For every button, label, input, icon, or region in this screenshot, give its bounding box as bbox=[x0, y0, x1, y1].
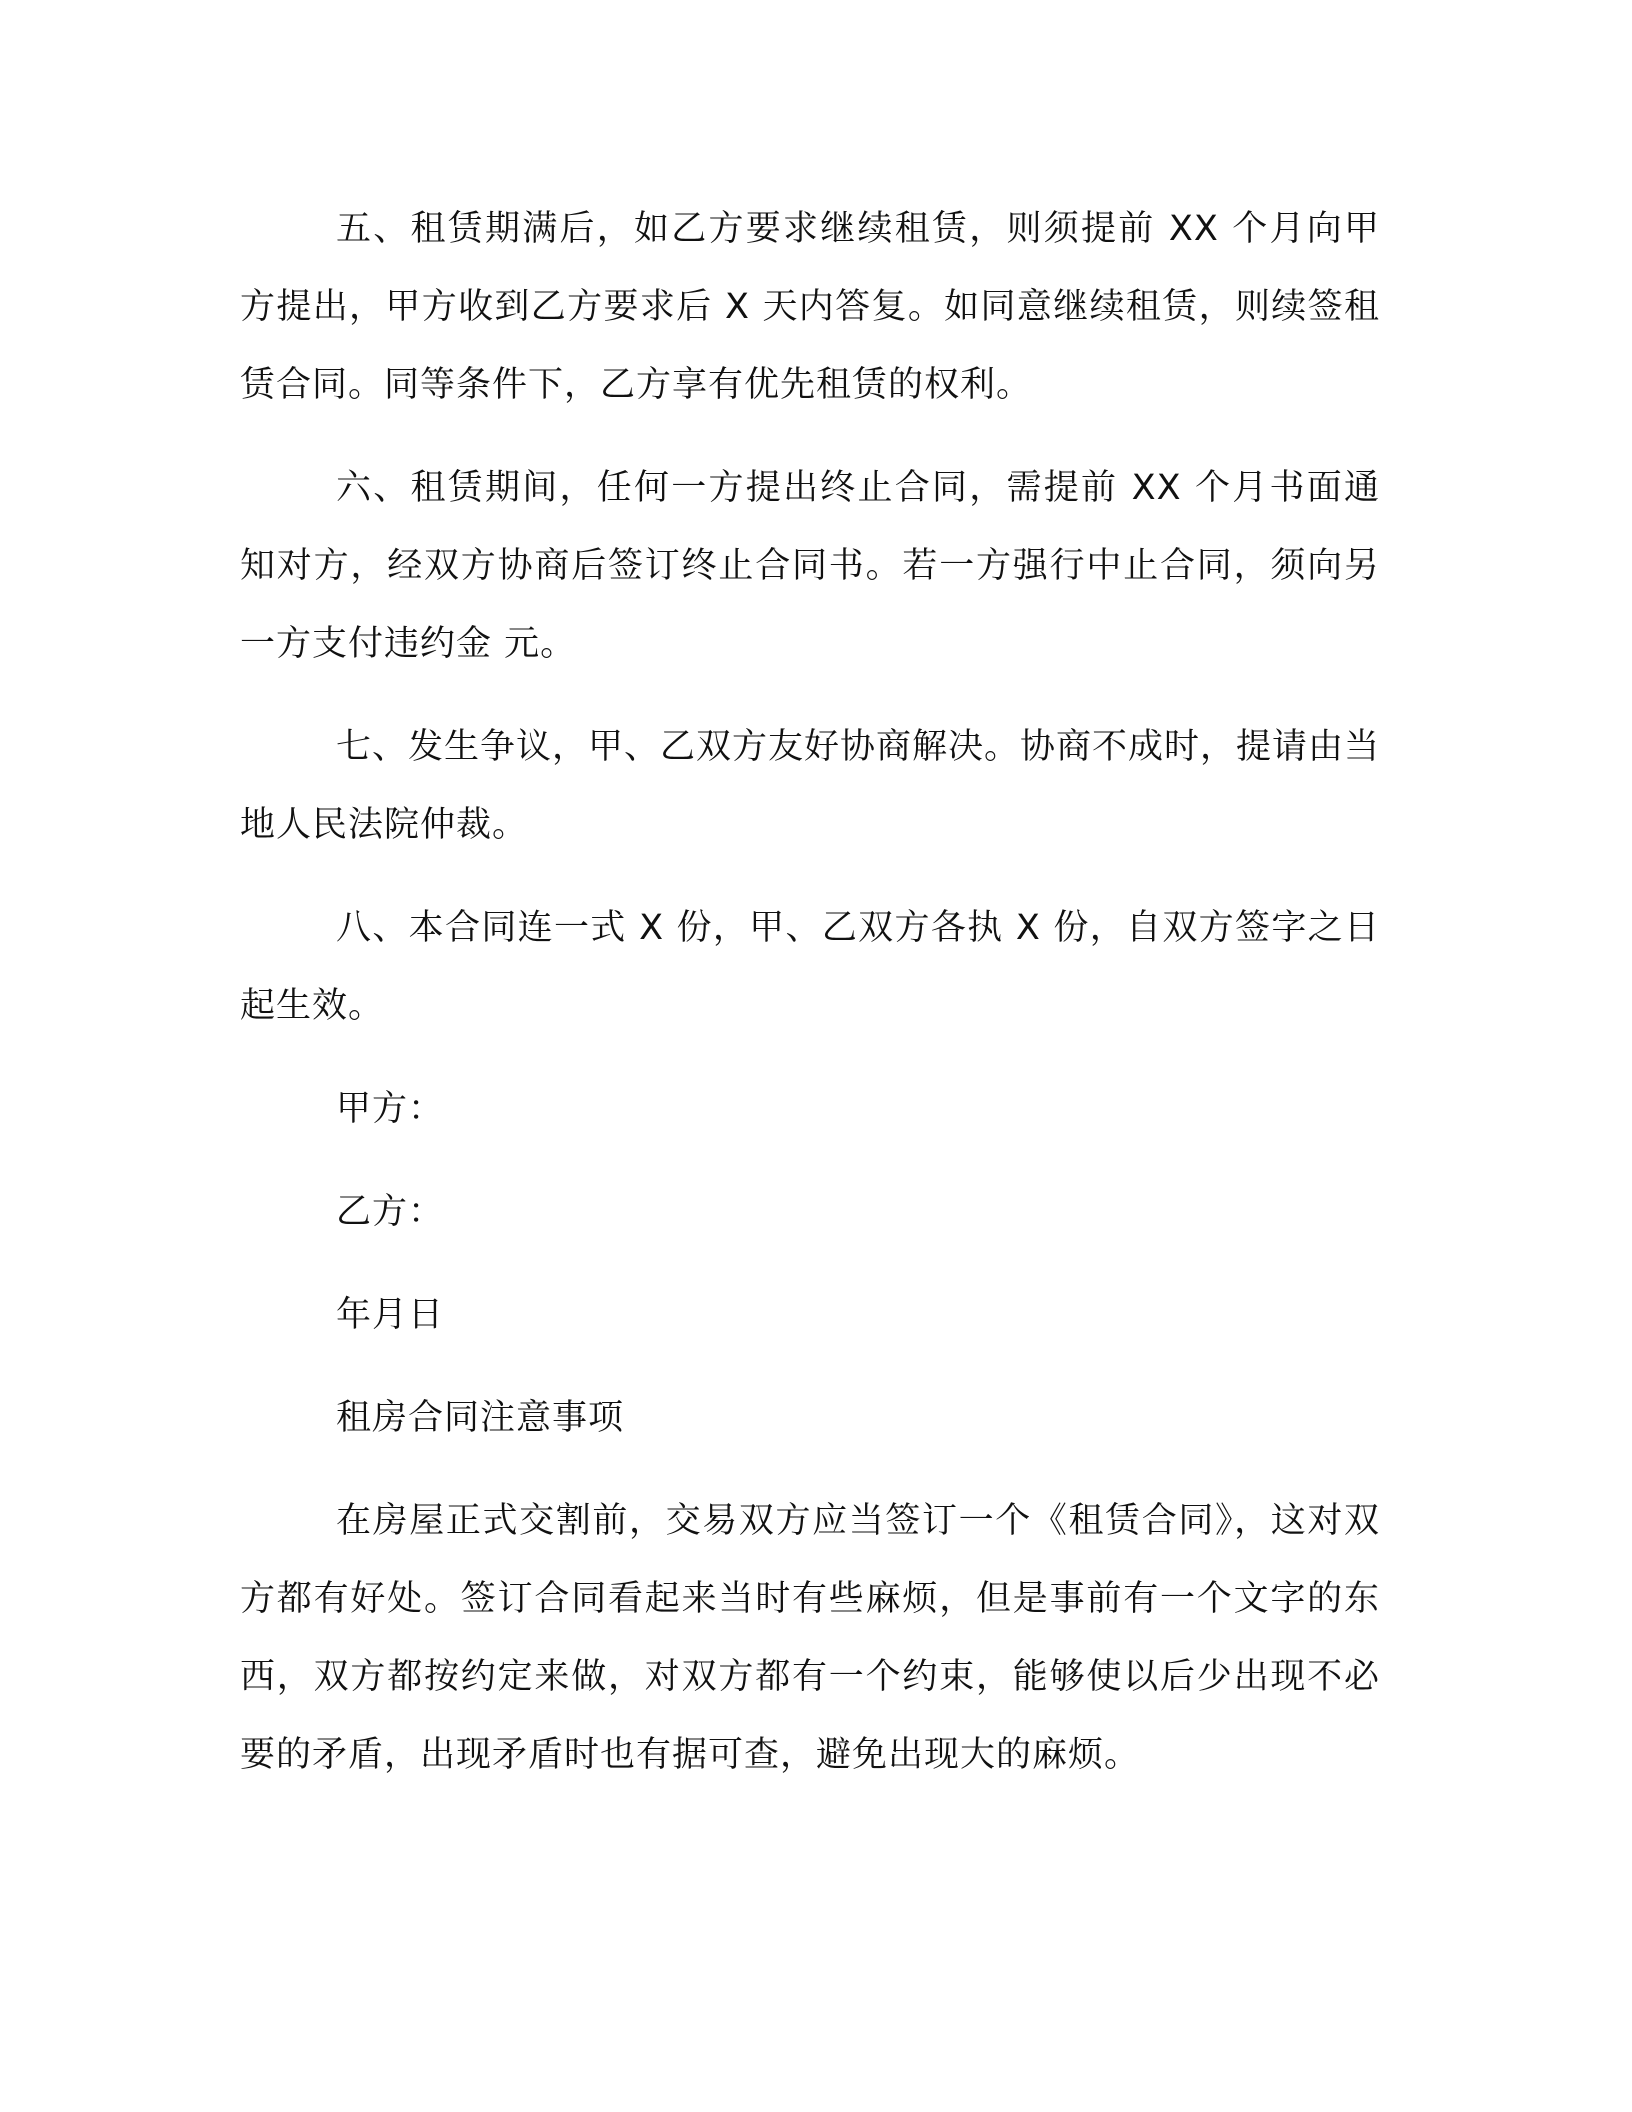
party-a-signature-line: 甲方： bbox=[336, 1089, 445, 1129]
section-heading: 租房合同注意事项 bbox=[336, 1398, 625, 1438]
notes-paragraph: 在房屋正式交割前，交易双方应当签订一个《租赁合同》，这对双方都有好处。签订合同看起来当时有些麻烦，但是事前有一个文字的东西，双方都按约定来做，对双方都有一个约束，能够使以后少出现不必要的矛盾，出现矛盾时也有据可查，避免出现大的麻烦。 bbox=[240, 1501, 1380, 1775]
clause-5-paragraph: 五、租赁期满后，如乙方要求继续租赁，则须提前 XX 个月向甲方提出，甲方收到乙方要求后 X 天内答复。如同意继续租赁，则续签租赁合同。同等条件下，乙方享有优先租赁的权利。 bbox=[240, 209, 1380, 405]
clause-8-paragraph: 八、本合同连一式 X 份，甲、乙双方各执 X 份，自双方签字之日起生效。 bbox=[240, 908, 1380, 1026]
date-line: 年月日 bbox=[336, 1295, 445, 1335]
party-b-signature-line: 乙方： bbox=[336, 1192, 445, 1232]
clause-7-paragraph: 七、发生争议，甲、乙双方友好协商解决。协商不成时，提请由当地人民法院仲裁。 bbox=[240, 727, 1381, 845]
clause-6-paragraph: 六、租赁期间，任何一方提出终止合同，需提前 XX 个月书面通知对方，经双方协商后签订终止合同书。若一方强行中止合同，须向另一方支付违约金 元。 bbox=[240, 468, 1380, 664]
document-body bbox=[240, 190, 1380, 1794]
